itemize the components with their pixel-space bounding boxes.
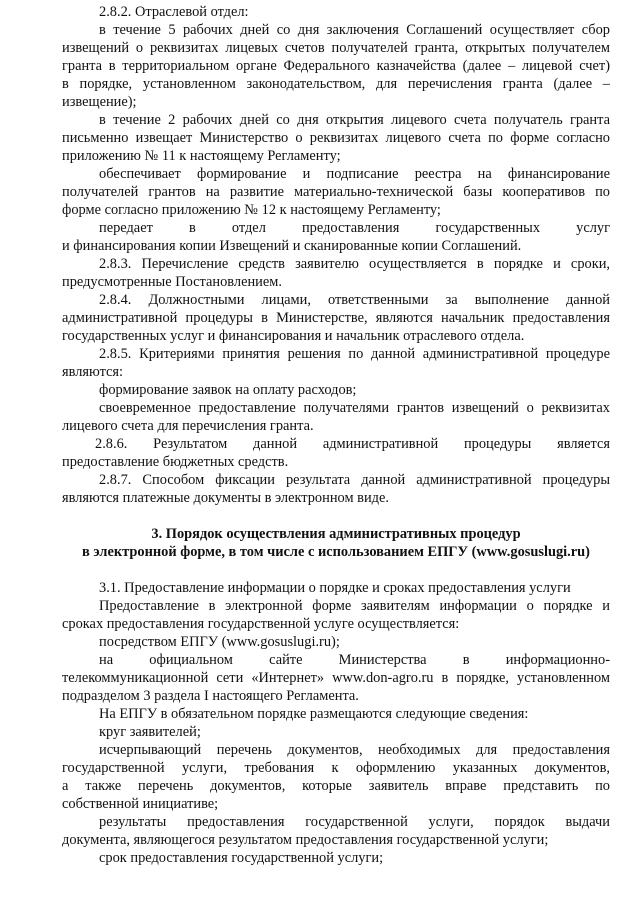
- paragraph-line: 2.8.5. Критериями принятия решения по данной административной процедуре: [99, 346, 610, 362]
- paragraph-line: предусмотренные Постановлением.: [62, 274, 282, 290]
- paragraph-line: лицевого счета для перечисления гранта.: [62, 418, 314, 434]
- paragraph-line: документа, являющегося результатом предоставления государственной услуги;: [62, 832, 549, 848]
- paragraph-line: извещений о реквизитах лицевых счетов получателей гранта, открытых получателем: [62, 40, 610, 56]
- paragraph-line: подразделом 3 раздела I настоящего Регламента.: [62, 688, 359, 704]
- paragraph-line: посредством ЕПГУ (www.gosuslugi.ru);: [99, 634, 340, 650]
- paragraph-line: На ЕПГУ в обязательном порядке размещаются следующие сведения:: [99, 706, 529, 722]
- paragraph-line: срок предоставления государственной услуги;: [99, 850, 384, 866]
- paragraph-line: своевременное предоставление получателями грантов извещений о реквизитах: [99, 400, 610, 416]
- paragraph-line: сроках предоставления государственной услуге осуществляется:: [62, 616, 460, 632]
- paragraph-line: 2.8.7. Способом фиксации результата данной административной процедуры: [99, 472, 610, 488]
- paragraph-line: телекоммуникационной сети «Интернет» www.don-agro.ru в порядке, установленном: [62, 670, 610, 686]
- paragraph-line: результаты предоставления государственной услуги, порядок выдачи: [99, 814, 610, 830]
- paragraph-line: извещение);: [62, 94, 137, 110]
- paragraph-line: передает в отдел предоставления государственных услуг: [99, 220, 610, 236]
- paragraph-line: 2.8.2. Отраслевой отдел:: [99, 4, 249, 20]
- paragraph-line: 2.8.3. Перечисление средств заявителю осуществляется в порядке и сроки,: [99, 256, 610, 272]
- paragraph-line: в течение 2 рабочих дней со дня открытия лицевого счета получатель гранта: [99, 112, 610, 128]
- paragraph-line: 2.8.4. Должностными лицами, ответственными за выполнение данной: [99, 292, 610, 308]
- section-heading: в электронной форме, в том числе с использованием ЕПГУ (www.gosuslugi.ru): [82, 544, 590, 560]
- paragraph-line: Предоставление в электронной форме заявителям информации о порядке и: [99, 598, 610, 614]
- paragraph-line: на официальном сайте Министерства в информационно-: [99, 652, 610, 668]
- paragraph-line: получателей грантов на развитие материально-технической базы кооперативов по: [62, 184, 610, 200]
- paragraph-line: 3.1. Предоставление информации о порядке и сроках предоставления услуги: [99, 580, 571, 596]
- paragraph-line: исчерпывающий перечень документов, необходимых для предоставления: [99, 742, 610, 758]
- paragraph-line: обеспечивает формирование и подписание реестра на финансирование: [99, 166, 610, 182]
- paragraph-line: в течение 5 рабочих дней со дня заключения Соглашений осуществляет сбор: [99, 22, 610, 38]
- paragraph-line: 2.8.6. Результатом данной административной процедуры является: [95, 436, 610, 452]
- paragraph-line: форме согласно приложению № 12 к настоящему Регламенту;: [62, 202, 441, 218]
- paragraph-line: а также перечень документов, которые заявитель вправе представить по: [62, 778, 610, 794]
- paragraph-line: государственной услуги, требования к оформлению указанных документов,: [62, 760, 610, 776]
- paragraph-line: и финансирования копии Извещений и сканированные копии Соглашений.: [62, 238, 522, 254]
- paragraph-line: государственных услуг и финансирования и начальник отраслевого отдела.: [62, 328, 525, 344]
- paragraph-line: формирование заявок на оплату расходов;: [99, 382, 357, 398]
- paragraph-line: являются:: [62, 364, 124, 380]
- paragraph-line: административной процедуры в Министерстве, являются начальник предоставления: [62, 310, 610, 326]
- paragraph-line: приложению № 11 к настоящему Регламенту;: [62, 148, 341, 164]
- paragraph-line: являются платежные документы в электронном виде.: [62, 490, 389, 506]
- paragraph-line: круг заявителей;: [99, 724, 201, 740]
- section-heading: 3. Порядок осуществления административных процедур: [151, 526, 521, 542]
- paragraph-line: собственной инициативе;: [62, 796, 219, 812]
- paragraph-line: в порядке, установленном законодательством, для перечисления гранта (далее –: [62, 76, 610, 92]
- paragraph-line: письменно извещает Министерство о реквизитах лицевого счета по форме согласно: [62, 130, 610, 146]
- paragraph-line: гранта в территориальном органе Федерального казначейства (далее – лицевой счет): [62, 58, 610, 74]
- paragraph-line: предоставление бюджетных средств.: [62, 454, 289, 470]
